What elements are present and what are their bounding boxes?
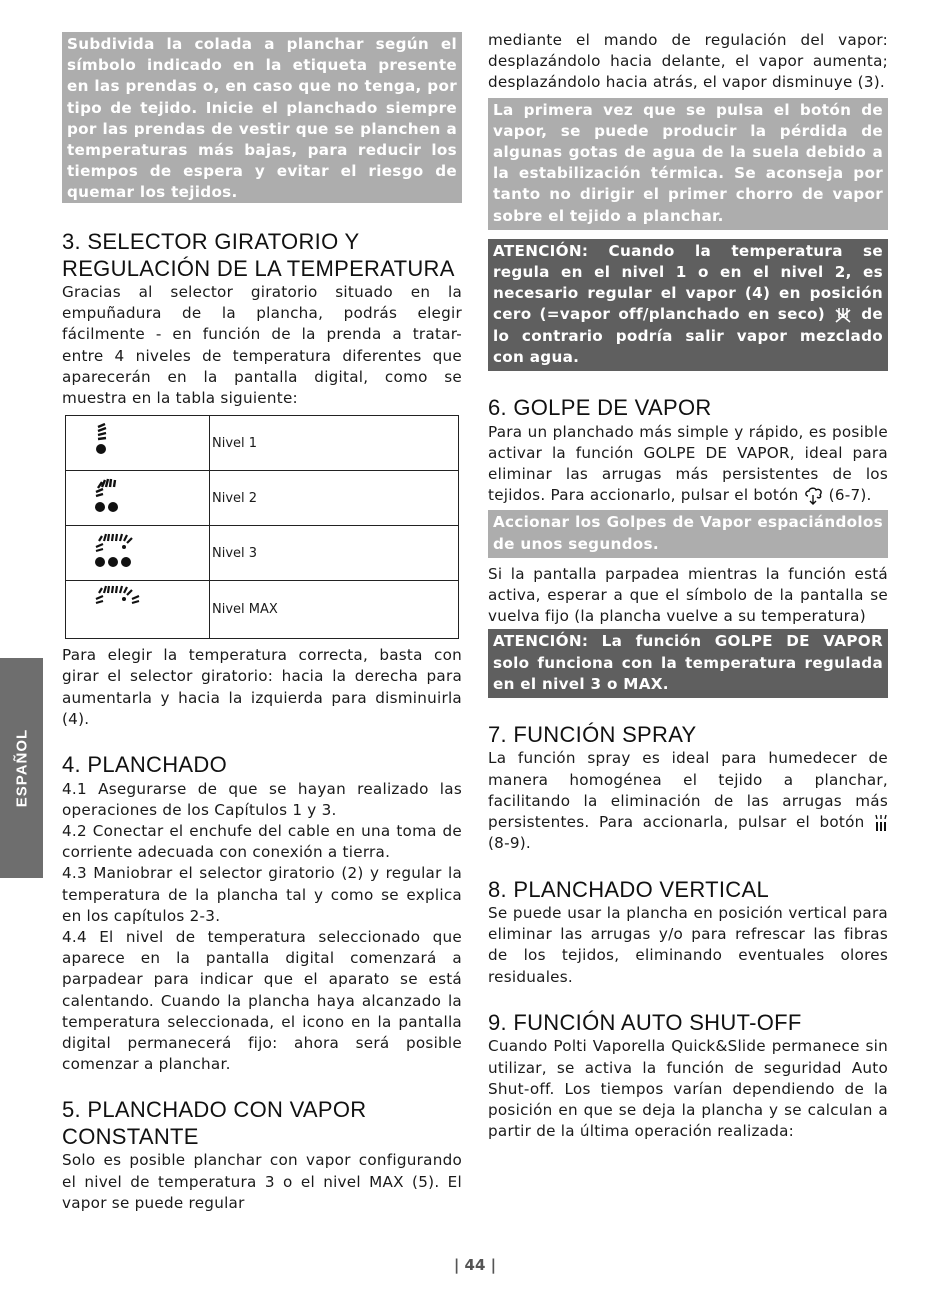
level-2-icon-cell xyxy=(66,471,210,526)
section-6-title: 6. GOLPE DE VAPOR xyxy=(488,395,712,421)
section-5-title: 5. PLANCHADO CON VAPOR CONSTANTE xyxy=(62,1097,367,1149)
steam-warning-box xyxy=(488,239,888,371)
temp-level-3-icon xyxy=(94,533,144,569)
level-2-label: Nivel 2 xyxy=(210,471,459,526)
level-3-label: Nivel 3 xyxy=(210,526,459,581)
section-6-text-2: Si la pantalla parpadea mientras la función está activa, esperar a que el símbolo de la pantalla se vuelva fijo (la plancha vuelve a su temperatura) xyxy=(488,564,888,626)
level-max-label: Nivel MAX xyxy=(210,581,459,639)
section-3-text: Gracias al selector giratorio situado en la empuñadura de la plancha, podrás elegir fácilmente - en función de la prenda a tratar- entre 4 niveles de temperatura diferentes que aparecerán en la pantalla digital, como se muestra en la tabla siguiente: xyxy=(62,283,462,408)
section-4-step-3: 4.3 Maniobrar el selector giratorio (2) y regular la temperatura de la plancha tal y como se explica en los capítulos 2-3. xyxy=(62,864,462,925)
level-1-label: Nivel 1 xyxy=(210,416,459,471)
table-row xyxy=(66,471,459,526)
page-number: | 44 | xyxy=(453,1256,497,1274)
table-row xyxy=(66,416,459,471)
level-max-icon-cell xyxy=(66,581,210,639)
section-8-text: Se puede usar la plancha en posición vertical para eliminar las arrugas y/o para refrescar las fibras de los tejidos, eliminando eventuales olores residuales. xyxy=(488,904,888,986)
section-9-text: Cuando Polti Vaporella Quick&Slide permanece sin utilizar, se activa la función de seguridad Auto Shut-off. Los tiempos varían dependiendo de la posición en que se deja la plancha y se calculan a partir de la última operación realizada: xyxy=(488,1037,888,1141)
table-row xyxy=(66,581,459,639)
left-column xyxy=(62,30,462,1214)
section-6-text-a: Para un planchado más simple y rápido, es posible activar la función GOLPE DE VAPOR, ideal para eliminar las arrugas más persistentes de los tejidos. Para accionarlo, pulsar el botón xyxy=(488,422,888,505)
right-column xyxy=(488,30,888,1142)
language-side-tab xyxy=(0,658,43,878)
steam-shot-note-box: Accionar los Golpes de Vapor espaciándolos de unos segundos. xyxy=(488,510,888,557)
section-7-title: 7. FUNCIÓN SPRAY xyxy=(488,721,697,747)
section-4-step-4: 4.4 El nivel de temperatura seleccionado que aparece en la pantalla digital comenzará a parpadear para indicar que el aparato se está calentando. Cuando la plancha haya alcanzado la temperatura seleccionada, el icono en la pantalla digital permanecerá fijo: ahora será posible comenzar a planchar. xyxy=(62,927,462,1074)
steam-warning-text-a: ATENCIÓN: Cuando la temperatura se regula en el nivel 1 o en el nivel 2, es necesario regular el vapor (4) en posición cero (=vapor off/planchado en seco) xyxy=(493,241,883,324)
steam-shot-icon xyxy=(804,487,824,505)
section-4-step-2: 4.2 Conectar el enchufe del cable en una toma de corriente adecuada con conexión a tierra. xyxy=(62,821,462,862)
steam-warning-text-b: de lo contrario podría salir vapor mezclado con agua. xyxy=(493,305,883,366)
level-3-icon-cell xyxy=(66,526,210,581)
section-5-continued: mediante el mando de regulación del vapor: desplazándolo hacia delante, el vapor aumenta; desplazándolo hacia atrás, el vapor disminuye (3). xyxy=(488,31,888,92)
section-3-text-2: Para elegir la temperatura correcta, basta con girar el selector giratorio: hacia la derecha para aumentarla y hacia la izquierda para disminuirla (4). xyxy=(62,646,462,728)
section-7-text-a: La función spray es ideal para humedecer de manera homogénea el tejido a planchar, facilitando la eliminación de las arrugas más persistentes. Para accionarla, pulsar el botón xyxy=(488,749,888,832)
section-7-text xyxy=(488,748,888,854)
steam-off-icon xyxy=(833,306,853,324)
section-3-title: 3. SELECTOR GIRATORIO Y REGULACIÓN DE LA TEMPERATURA xyxy=(62,229,455,281)
section-9-title: 9. FUNCIÓN AUTO SHUT-OFF xyxy=(488,1009,802,1035)
spray-icon xyxy=(874,814,888,832)
level-1-icon-cell xyxy=(66,416,210,471)
section-6-text-b: (6-7). xyxy=(828,486,872,505)
temp-level-1-icon xyxy=(94,423,144,459)
steam-shot-warning-box: ATENCIÓN: La función GOLPE DE VAPOR solo funciona con la temperatura regulada en el nivel 3 o MAX. xyxy=(488,629,888,698)
section-8-title: 8. PLANCHADO VERTICAL xyxy=(488,876,769,902)
section-6-text xyxy=(488,422,888,507)
temperature-table xyxy=(65,415,459,639)
section-4-step-1: 4.1 Asegurarse de que se hayan realizado las operaciones de los Capítulos 1 y 3. xyxy=(62,779,462,819)
intro-note-box: Subdivida la colada a planchar según el símbolo indicado en la etiqueta presente en las prendas o, en caso que no tenga, por tipo de tejido. Inicie el planchado siempre por las prendas de vestir que se planchen a temperaturas más bajas, para reducir los tiempos de espera y evitar el riesgo de quemar los tejidos. xyxy=(62,32,462,203)
first-steam-note-box: La primera vez que se pulsa el botón de vapor, se puede producir la pérdida de algunas gotas de agua de la suela debido a la estabilización térmica. Se aconseja por tanto no dirigir el primer chorro de vapor sobre el tejido a planchar. xyxy=(488,98,888,230)
section-4-title: 4. PLANCHADO xyxy=(62,752,227,778)
temp-level-max-icon xyxy=(94,585,144,609)
table-row xyxy=(66,526,459,581)
section-5-text: Solo es posible planchar con vapor configurando el nivel de temperatura 3 o el nivel MAX (5). El vapor se puede regular xyxy=(62,1151,462,1212)
language-label: ESPAÑOL xyxy=(13,728,30,808)
section-7-text-b: (8-9). xyxy=(488,834,531,853)
temp-level-2-icon xyxy=(94,478,144,514)
